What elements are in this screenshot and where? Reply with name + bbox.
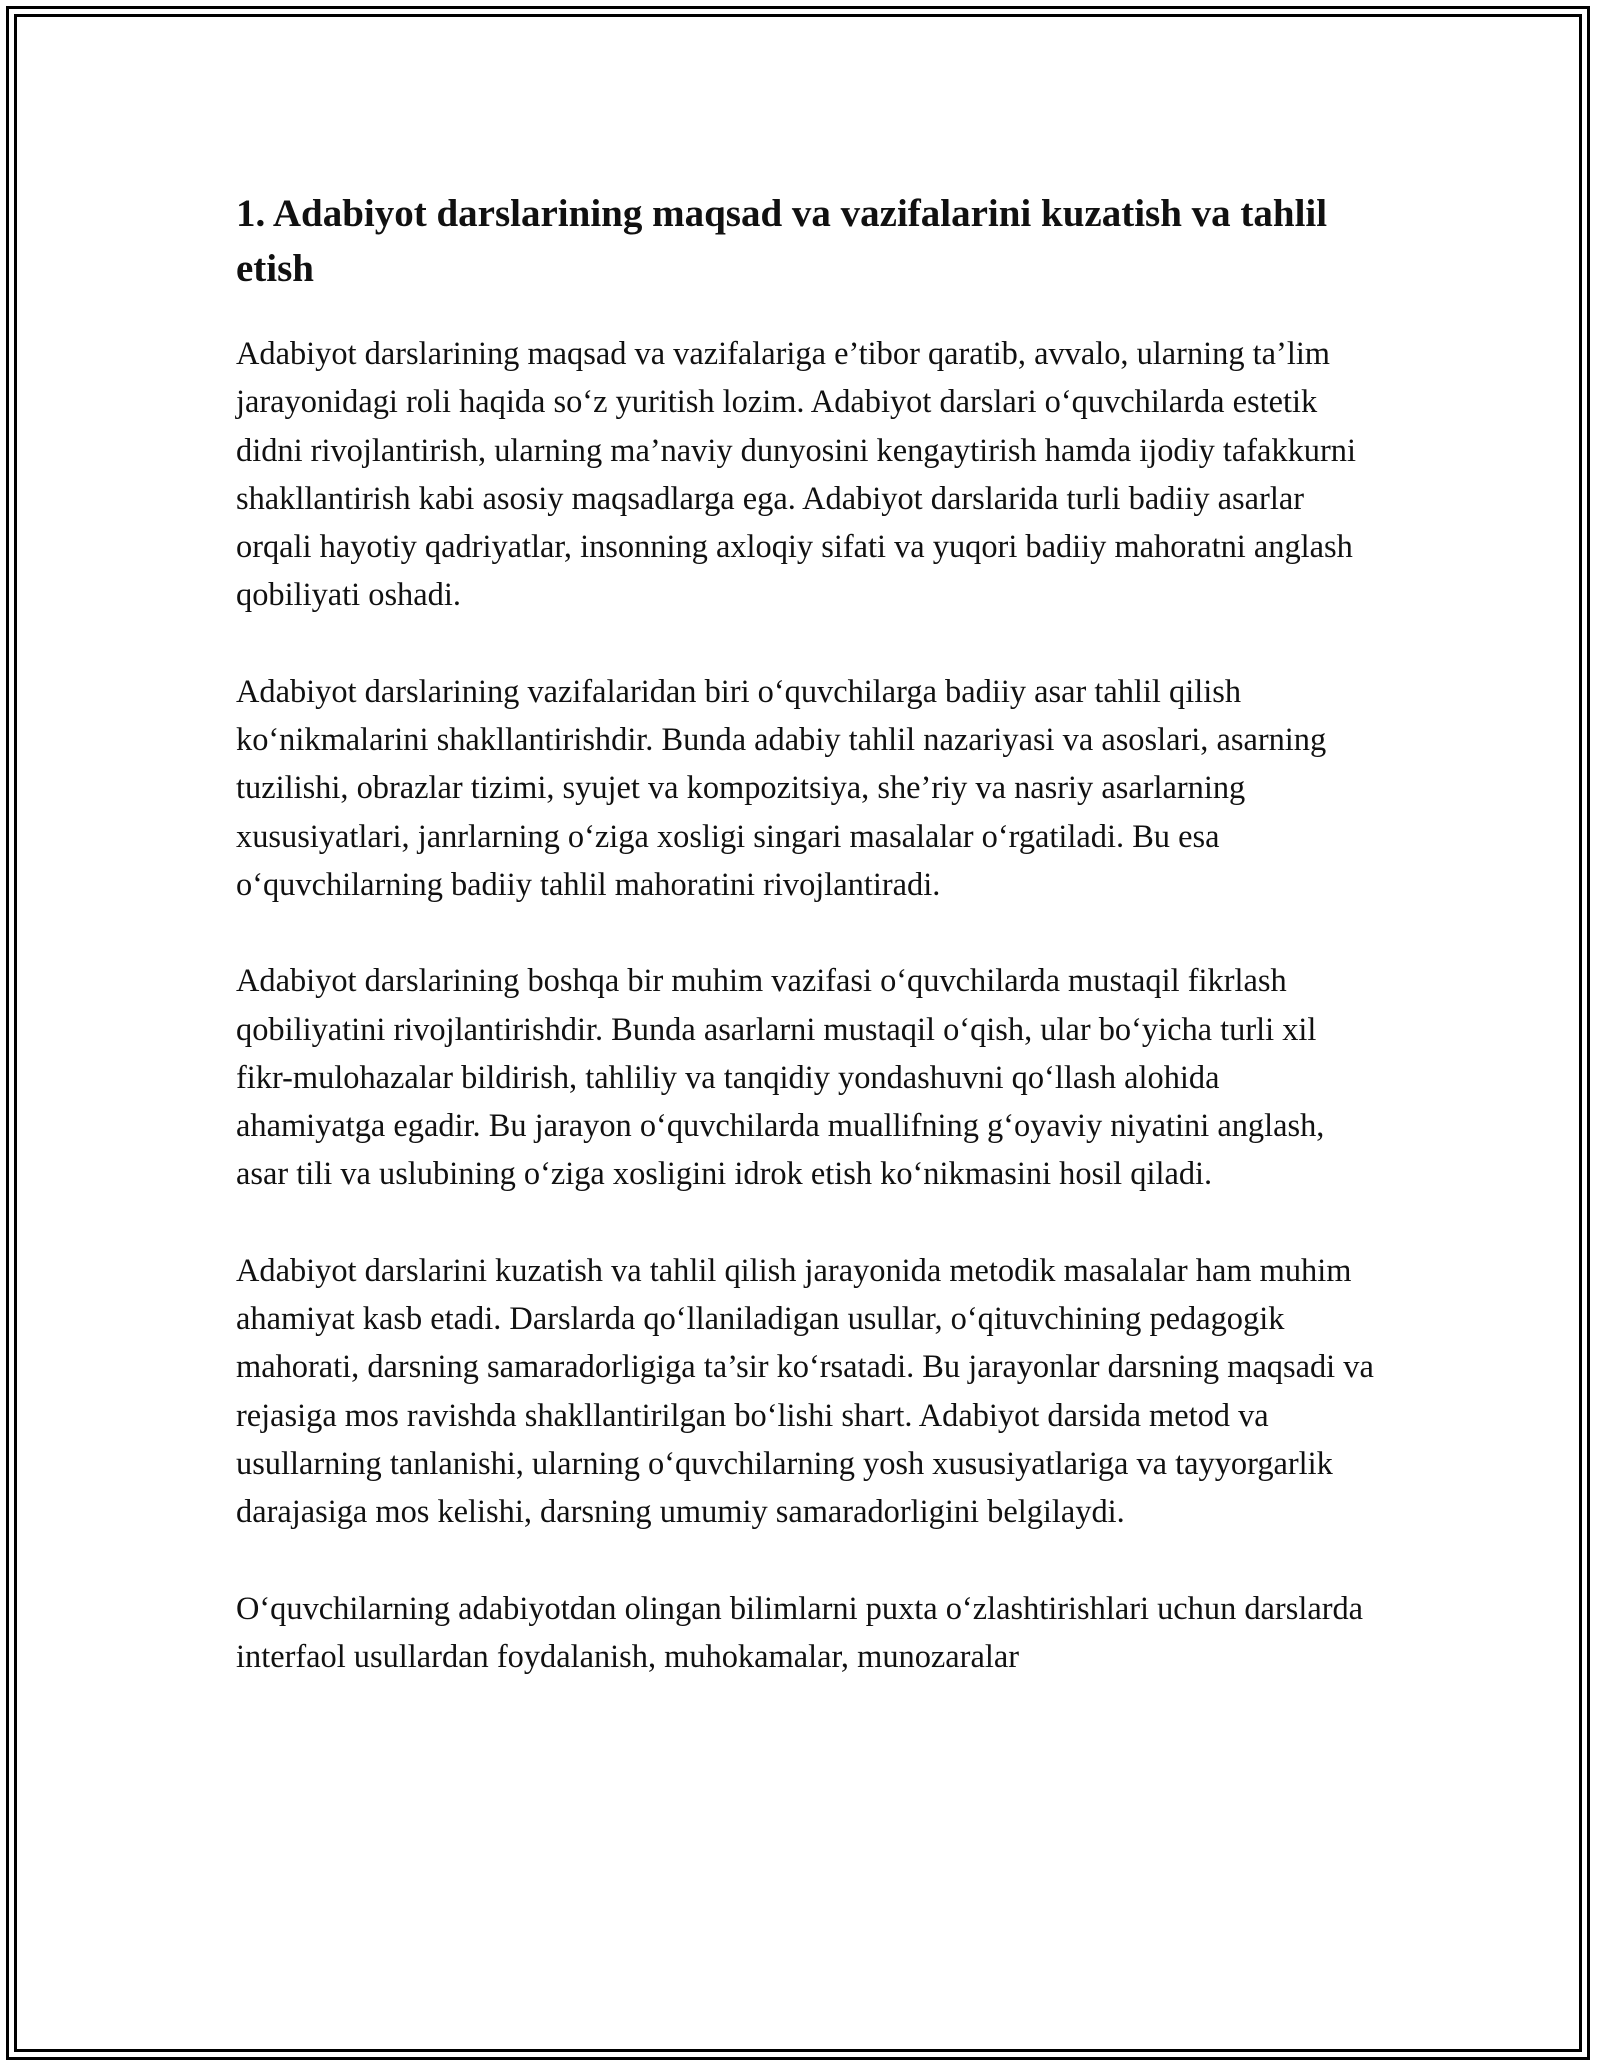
paragraph-4: Adabiyot darslarini kuzatish va tahlil qilish jarayonida metodik masalalar ham muhim ahamiyat kasb etadi. Darslarda qo‘llaniladigan usullar, o‘qituvchining pedagogik mahorati, darsning samaradorligiga ta’sir ko‘rsatadi. Bu jarayonlar darsning maqsadi va rejasiga mos ravishda shakllantirilgan bo‘lishi shart. Adabiyot darsida metod va usullarning tanlanishi, ularning o‘quvchilarning yosh xususiyatlariga va tayyorgarlik darajasiga mos kelishi, darsning umumiy samaradorligini belgilaydi. [236, 1252, 1374, 1531]
paragraph-3: Adabiyot darslarining boshqa bir muhim vazifasi o‘quvchilarda mustaqil fikrlash qobiliyatini rivojlantirishdir. Bunda asarlarni mustaqil o‘qish, ular bo‘yicha turli xil fikr-mulohazalar bildirish, tahliliy va tanqidiy yondashuvni qo‘llash alohida ahamiyatga egadir. Bu jarayon o‘quvchilarda muallifning g‘oyaviy niyatini anglash, asar tili va uslubining o‘ziga xosligini idrok etish ko‘nikmasini hosil qiladi. [236, 963, 1325, 1193]
document-body [236, 186, 1376, 1729]
paragraph-1: Adabiyot darslarining maqsad va vazifalariga e’tibor qaratib, avvalo, ularning ta’lim jarayonidagi roli haqida so‘z yuritish lozim. Adabiyot darslari o‘quvchilarda estetik didni rivojlantirish, ularning ma’naviy dunyosini kengaytirish hamda ijodiy tafakkurni shakllantirish kabi asosiy maqsadlarga ega. Adabiyot darslarida turli badiiy asarlar orqali hayotiy qadriyatlar, insonning axloqiy sifati va yuqori badiiy mahoratni anglash qobiliyati oshadi. [236, 336, 1356, 614]
paragraph-2: Adabiyot darslarining vazifalaridan biri o‘quvchilarga badiiy asar tahlil qilish ko‘nikmalarini shakllantirishdir. Bunda adabiy tahlil nazariyasi va asoslari, asarning tuzilishi, obrazlar tizimi, syujet va kompozitsiya, she’riy va nasriy asarlarning xususiyatlari, janrlarning o‘ziga xosligi singari masalalar o‘rgatiladi. Bu esa o‘quvchilarning badiiy tahlil mahoratini rivojlantiradi. [236, 673, 1327, 903]
section-heading: 1. Adabiyot darslarining maqsad va vazifalarini kuzatish va tahlil etish [236, 192, 1328, 290]
paragraph-5: O‘quvchilarning adabiyotdan olingan bilimlarni puxta o‘zlashtirishlari uchun darslarda interfaol usullardan foydalanish, muhokamalar, munozaralar [236, 1590, 1364, 1675]
